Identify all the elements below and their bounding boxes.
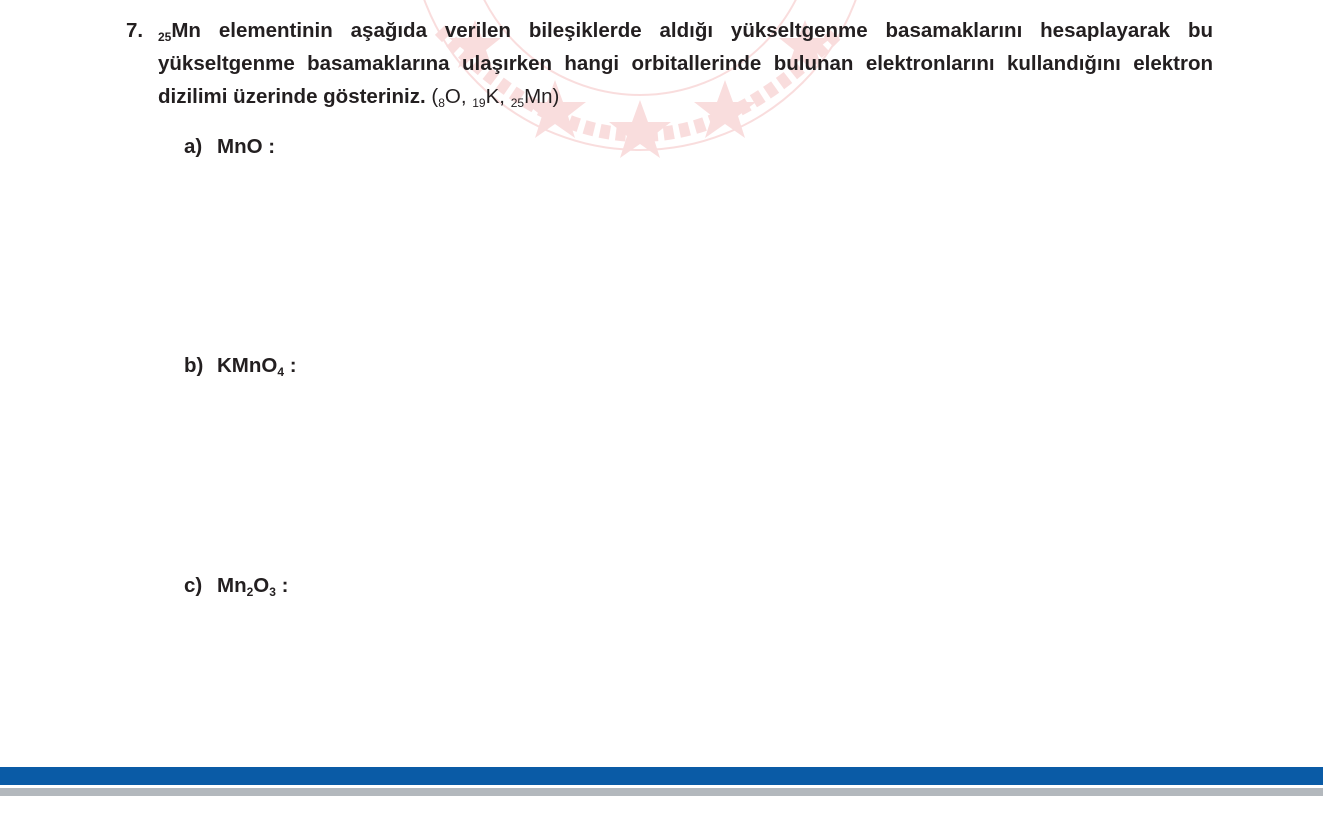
- option-b: [184, 354, 297, 378]
- option-a: [184, 135, 275, 159]
- option-suffix: :: [262, 135, 276, 158]
- given-mn-atomic-number: 25: [510, 96, 525, 110]
- given-close-paren: ): [552, 85, 560, 108]
- given-o-atomic-number: 8: [438, 96, 445, 110]
- option-formula: KMnO: [217, 354, 278, 377]
- option-formula-part: Mn: [217, 574, 247, 597]
- option-formula-part: O: [253, 574, 270, 597]
- option-formula: MnO: [217, 135, 263, 158]
- given-separator: ,: [460, 85, 473, 108]
- given-separator: ,: [499, 85, 511, 108]
- element-symbol: Mn: [171, 19, 201, 42]
- given-mn-symbol: Mn: [524, 85, 553, 108]
- footer-blue-band: [0, 767, 1323, 785]
- option-letter: c): [184, 574, 203, 597]
- option-c: [184, 574, 288, 598]
- option-letter: b): [184, 354, 204, 377]
- given-k-symbol: K: [485, 85, 500, 108]
- formula-subscript: 2: [246, 585, 254, 599]
- given-data: [426, 85, 560, 108]
- given-open-paren: (: [425, 85, 439, 108]
- option-suffix: :: [284, 354, 297, 377]
- formula-subscript: 4: [277, 365, 285, 379]
- question-body: elementinin aşağıda verilen bileşiklerde aldığı yükseltgenme basamaklarını hesaplayarak bu yükseltgenme basamaklarına ulaşırken hangi orbitallerinde bulunan elektronlarını kullandığını elektron dizilimi üzerinde gösteriniz.: [158, 19, 1213, 108]
- question-number: 7.: [126, 19, 144, 42]
- footer-gray-band: [0, 788, 1323, 796]
- option-suffix: :: [275, 574, 289, 597]
- option-letter: a): [184, 135, 203, 158]
- formula-subscript: 3: [269, 585, 276, 599]
- question-block: [126, 14, 1213, 113]
- atomic-number: 25: [158, 30, 172, 44]
- given-k-atomic-number: 19: [472, 96, 486, 110]
- given-o-symbol: O: [444, 85, 461, 108]
- question-text: [158, 14, 1213, 113]
